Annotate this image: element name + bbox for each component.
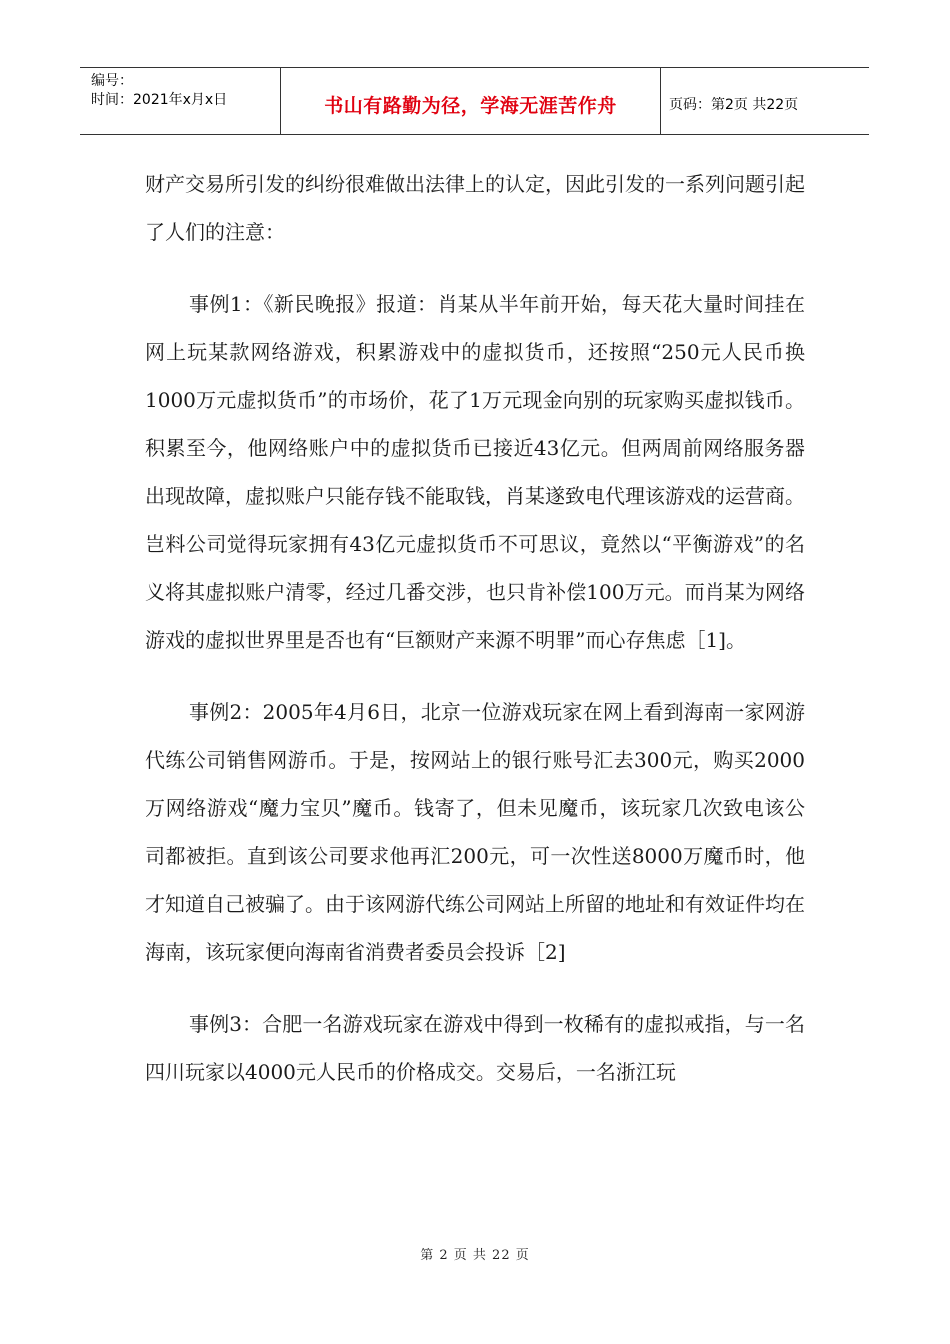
document-time-label: 时间：2021年x月x日	[91, 92, 228, 108]
page-footer	[0, 1244, 950, 1263]
header-page-cell	[661, 68, 869, 134]
paragraph-case-3: 事例3：合肥一名游戏玩家在游戏中得到一枚稀有的虚拟戒指，与一名四川玩家以4000元人民币的价格成交。交易后，一名浙江玩	[145, 1012, 805, 1084]
page-header	[80, 67, 869, 135]
paragraph-intro: 财产交易所引发的纠纷很难做出法律上的认定，因此引发的一系列问题引起了人们的注意：	[145, 172, 805, 244]
header-meta-cell	[80, 68, 281, 134]
header-page-info: 页码：第2页 共22页	[669, 97, 799, 113]
header-motto: 书山有路勤为径，学海无涯苦作舟	[324, 94, 617, 117]
paragraph-case-1: 事例1：《新民晚报》报道：肖某从半年前开始，每天花大量时间挂在网上玩某款网络游戏，积累游戏中的虚拟货币，还按照“250元人民币换1000万元虚拟货币”的市场价，花了1万元现金向别的玩家购买虚拟钱币。积累至今，他网络账户中的虚拟货币已接近43亿元。但两周前网络服务器出现故障，虚拟账户只能存钱不能取钱，肖某遂致电代理该游戏的运营商。岂料公司觉得玩家拥有43亿元虚拟货币不可思议，竟然以“平衡游戏”的名义将其虚拟账户清零，经过几番交涉，也只肯补偿100万元。而肖某为网络游戏的虚拟世界里是否也有“巨额财产来源不明罪”而心存焦虑［1]。	[145, 292, 805, 652]
paragraph-case-2: 事例2：2005年4月6日，北京一位游戏玩家在网上看到海南一家网游代练公司销售网游币。于是，按网站上的银行账号汇去300元，购买2000万网络游戏“魔力宝贝”魔币。钱寄了，但未见魔币，该玩家几次致电该公司都被拒。直到该公司要求他再汇200元，可一次性送8000万魔币时，他才知道自己被骗了。由于该网游代练公司网站上所留的地址和有效证件均在海南，该玩家便向海南省消费者委员会投诉［2]	[145, 700, 805, 964]
footer-page-number: 第 2 页 共 22 页	[420, 1248, 530, 1263]
document-number-label: 编号：	[91, 73, 133, 89]
document-body	[145, 160, 805, 1096]
header-motto-cell	[281, 68, 661, 134]
